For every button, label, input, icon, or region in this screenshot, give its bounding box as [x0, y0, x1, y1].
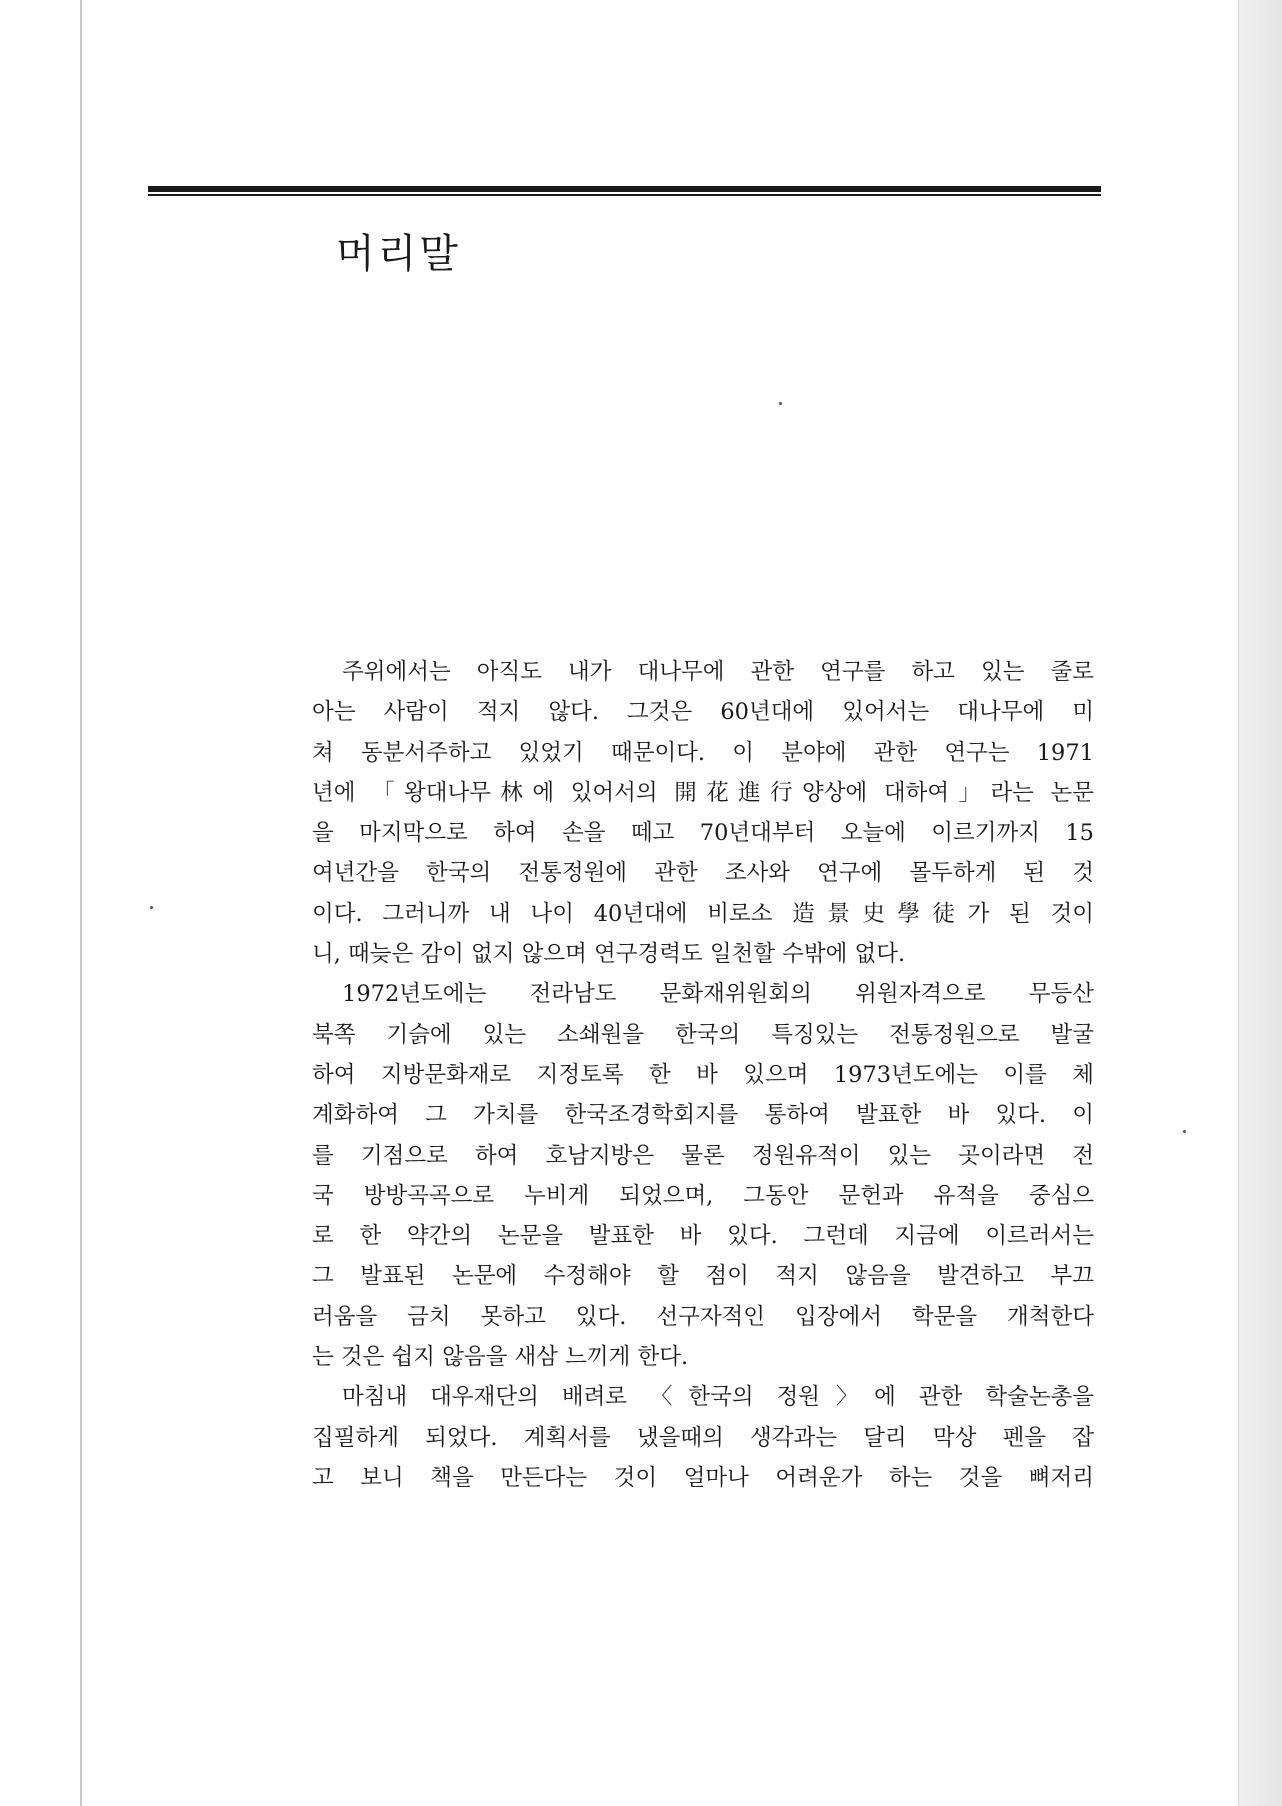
text-line: 하여 지방문화재로 지정토록 한 바 있으며 1973년도에는 이를 체 [312, 1061, 1094, 1088]
text-line: 그 발표된 논문에 수정해야 할 점이 적지 않음을 발견하고 부끄 [312, 1263, 1094, 1290]
text-line: 는 것은 쉽지 않음을 새삼 느끼게 한다. [312, 1344, 689, 1371]
header-rule-thin [148, 194, 1101, 196]
text-line: 쳐 동분서주하고 있었기 때문이다. 이 분야에 관한 연구는 1971 [312, 739, 1094, 766]
text-line: 를 기점으로 하여 호남지방은 물론 정원유적이 있는 곳이라면 전 [312, 1142, 1094, 1169]
body-text [312, 652, 1094, 1498]
header-rule-thick [148, 186, 1101, 192]
scan-speck [1183, 1130, 1186, 1133]
scan-speck [150, 906, 153, 909]
text-line: 을 마지막으로 하여 손을 떼고 70년대부터 오늘에 이르기까지 15 [312, 820, 1094, 847]
text-line: 여년간을 한국의 전통정원에 관한 조사와 연구에 몰두하게 된 것 [312, 860, 1094, 887]
text-line: 년에 「왕대나무林에 있어서의 開花進行양상에 대하여」라는 논문 [312, 779, 1094, 806]
text-line: 북쪽 기슭에 있는 소쇄원을 한국의 특징있는 전통정원으로 발굴 [312, 1021, 1094, 1048]
text-line: 1972년도에는 전라남도 문화재위원회의 위원자격으로 무등산 [342, 981, 1094, 1008]
page-right-edge-line [1238, 0, 1239, 1806]
page-right-edge-shadow [1238, 0, 1282, 1806]
text-line: 로 한 약간의 논문을 발표한 바 있다. 그런데 지금에 이르러서는 [312, 1223, 1094, 1250]
text-line: 이다. 그러니까 내 나이 40년대에 비로소 造景史學徒가 된 것이 [312, 900, 1094, 927]
text-line: 계화하여 그 가치를 한국조경학회지를 통하여 발표한 바 있다. 이 [312, 1102, 1094, 1129]
text-line: 러움을 금치 못하고 있다. 선구자적인 입장에서 학문을 개척한다 [312, 1303, 1094, 1330]
scan-speck [779, 402, 782, 405]
text-line: 국 방방곡곡으로 누비게 되었으며, 그동안 문헌과 유적을 중심으 [312, 1182, 1094, 1209]
text-line: 집필하게 되었다. 계획서를 냈을때의 생각과는 달리 막상 펜을 잡 [312, 1424, 1094, 1451]
text-line: 아는 사람이 적지 않다. 그것은 60년대에 있어서는 대나무에 미 [312, 699, 1094, 726]
chapter-title: 머리말 [336, 231, 461, 277]
text-line: 고 보니 책을 만든다는 것이 얼마나 어려운가 하는 것을 뼈저리 [312, 1464, 1094, 1491]
text-line: 마침내 대우재단의 배려로 〈한국의 정원〉에 관한 학술논총을 [342, 1384, 1094, 1411]
text-line: 니, 때늦은 감이 없지 않으며 연구경력도 일천할 수밖에 없다. [312, 941, 906, 968]
page-left-edge [80, 0, 82, 1806]
text-line: 주위에서는 아직도 내가 대나무에 관한 연구를 하고 있는 줄로 [342, 659, 1094, 685]
